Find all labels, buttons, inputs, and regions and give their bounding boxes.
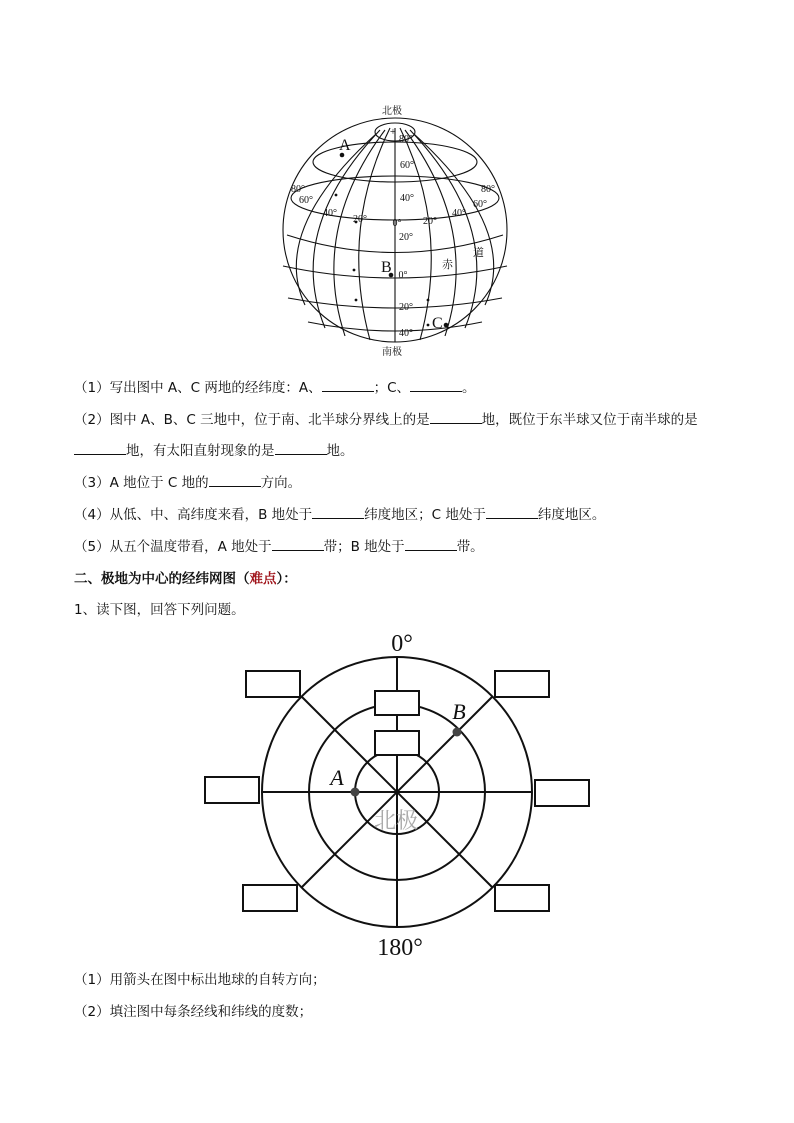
meridian-w60 [313, 130, 380, 328]
answer-blank[interactable] [486, 504, 538, 519]
answer-blank[interactable] [405, 536, 457, 551]
point-a-dot [351, 788, 360, 797]
lat-label-60: 60° [400, 160, 414, 171]
lon-label-w20: 20° [353, 214, 367, 225]
answer-blank[interactable] [410, 377, 462, 392]
question-2-1: （1）用箭头在图中标出地球的自转方向； [74, 972, 326, 988]
task-instruction: 1、读下图，回答下列问题。 [74, 602, 245, 618]
lon-label-e20: 20° [423, 216, 437, 227]
question-2-2: （2）填注图中每条经线和纬线的度数； [74, 1004, 313, 1020]
south-pole-label: 南极 [382, 347, 402, 358]
lat-label-20s: 20° [399, 302, 413, 313]
lat-label-80: 80° [399, 134, 413, 145]
answer-blank[interactable] [272, 536, 324, 551]
point-c-label: C [432, 315, 443, 332]
point-a-label: A [339, 137, 351, 154]
answer-blank[interactable] [312, 504, 364, 519]
lat-label-40s: 40° [399, 328, 413, 339]
section-heading: 二、极地为中心的经纬网图（难点）： [74, 571, 297, 587]
left-lat-label-60: 60° [299, 195, 313, 206]
answer-box[interactable] [246, 671, 300, 697]
point-a-label: A [330, 765, 344, 790]
question-1-1: （1）写出图中 A、C 两地的经纬度：A、 ；C、 。 [74, 377, 476, 398]
equator-char-2: 道 [473, 246, 484, 259]
north-pole-label: 北极 [373, 809, 419, 834]
answer-blank[interactable] [322, 377, 374, 392]
globe-graticule [270, 100, 520, 360]
left-lat-label-80: 80° [291, 184, 305, 195]
answer-blank[interactable] [275, 440, 327, 455]
lat-label-0: 0° [398, 270, 408, 281]
difficulty-tag: 难点 [249, 571, 277, 587]
question-1-2-cont: 地，有太阳直射现象的是 地。 [74, 440, 354, 461]
lat-label-40: 40° [400, 193, 414, 204]
north-pole-label: 北极 [382, 106, 402, 117]
answer-blank[interactable] [209, 472, 261, 487]
polar-graticule [200, 625, 595, 960]
answer-blank[interactable] [74, 440, 126, 455]
point-b-dot [453, 728, 462, 737]
lon-label-0: 0° [392, 218, 402, 229]
question-1-2: （2）图中 A、B、C 三地中，位于南、北半球分界线上的是 地，既位于东半球又位于南半球的是 [74, 409, 698, 430]
answer-box[interactable] [205, 777, 259, 803]
polar-figure [200, 625, 595, 960]
right-lat-label-80: 80° [481, 184, 495, 195]
equator-char-1: 赤 [442, 258, 453, 271]
question-1-4: （4）从低、中、高纬度来看，B 地处于 纬度地区；C 地处于 纬度地区。 [74, 504, 605, 525]
label-180-degree: 180° [377, 935, 423, 960]
answer-blank[interactable] [430, 409, 482, 424]
meridian-e60 [410, 130, 477, 328]
lat-label-20n: 20° [399, 232, 413, 243]
question-1-5: （5）从五个温度带看，A 地处于 带；B 地处于 带。 [74, 536, 484, 557]
point-c-dot [444, 323, 449, 328]
label-0-degree: 0° [391, 631, 413, 657]
right-lat-label-60: 60° [473, 199, 487, 210]
answer-box[interactable] [495, 671, 549, 697]
point-b-label: B [452, 699, 466, 724]
answer-box[interactable] [495, 885, 549, 911]
answer-box[interactable] [535, 780, 589, 806]
point-b-label: B [381, 259, 392, 276]
answer-box[interactable] [375, 691, 419, 715]
lon-label-e40: 40° [452, 208, 466, 219]
answer-box[interactable] [375, 731, 419, 755]
lon-label-w40: 40° [323, 208, 337, 219]
answer-box[interactable] [243, 885, 297, 911]
globe-figure [270, 100, 520, 360]
question-1-3: （3）A 地位于 C 地的 方向。 [74, 472, 301, 493]
pole-plus-mark: + [389, 126, 397, 138]
